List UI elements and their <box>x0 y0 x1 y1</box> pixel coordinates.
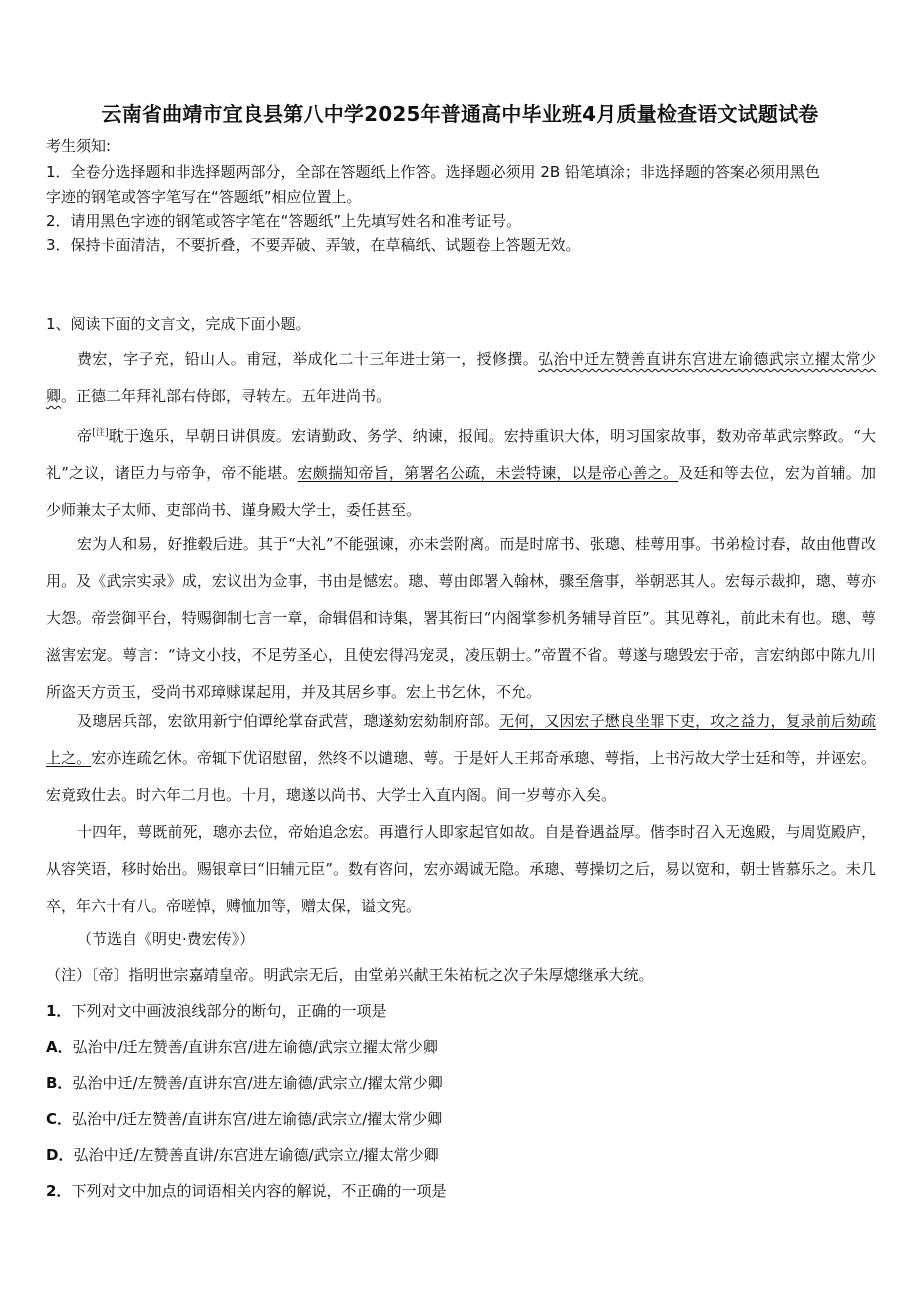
question-2 <box>46 1180 876 1202</box>
option-c[interactable] <box>46 1108 876 1130</box>
option-a-label: A． <box>46 1038 73 1056</box>
notice-item-1-line-1: 1．全卷分选择题和非选择题两部分，全部在答题纸上作答。选择题必须用 2B 铅笔填涂；非选择题的答案必须用黑色 <box>46 163 820 181</box>
option-b-text: 弘治中迁/左赞善/直讲东宫/进左谕德/武宗立/擢太常少卿 <box>72 1074 443 1092</box>
passage-p4-text-a: 及璁居兵部，宏欲用新宁伯谭纶掌奋武营，璁遂劾宏劾制府部。 <box>77 712 500 730</box>
option-d-label: D． <box>46 1146 74 1164</box>
option-b[interactable] <box>46 1072 876 1094</box>
passage-paragraph-2 <box>46 415 876 529</box>
question-1-number: 1． <box>46 1002 72 1020</box>
underlined-sentence-2: 无何，又因宏子懋良坐罪下吏，攻之益力，复录前后劾疏上之。 <box>46 712 876 767</box>
wavy-underlined-passage: 弘治中迁左赞善直讲东宫进左谕德武宗立擢太常少卿 <box>46 350 876 405</box>
passage-paragraph-1 <box>46 341 876 415</box>
option-c-label: C． <box>46 1110 73 1128</box>
option-b-label: B． <box>46 1074 73 1092</box>
annotation-note: （注）〔帝〕指明世宗嘉靖皇帝。明武宗无后，由堂弟兴献王朱祐杬之次子朱厚熜继承大统。 <box>46 966 654 984</box>
passage-p4-text-b: 宏亦连疏乞休。帝辄下优诏慰留，然终不以谴璁、萼。于是奸人王邦奇承璁、萼指，上书污故大学士廷和等，并诬宏。宏竟致仕去。时六年二月也。十月，璁遂以尚书、大学士入直内阁。间一岁萼亦入矣。 <box>46 749 876 804</box>
passage-paragraph-4 <box>46 703 876 814</box>
question-1-stem: 下列对文中画波浪线部分的断句，正确的一项是 <box>71 1002 387 1020</box>
notice-item-2: 2．请用黑色字迹的钢笔或答字笔在“答题纸”上先填写姓名和准考证号。 <box>46 212 522 230</box>
page-title: 云南省曲靖市宜良县第八中学2025年普通高中毕业班4月质量检查语文试题试卷 <box>101 102 819 126</box>
underlined-sentence-1: 宏颇揣知帝旨，第署名公疏，未尝特谏，以是帝心善之。 <box>297 464 679 482</box>
notice-heading: 考生须知: <box>46 137 112 155</box>
question-2-number: 2． <box>46 1182 72 1200</box>
question-1 <box>46 1000 876 1022</box>
option-d[interactable] <box>46 1144 876 1166</box>
passage-p2-text-b: 耽于逸乐，早朝日讲俱废。宏请勤政、务学、纳谏，报闻。宏持重识大体，明习国家故事，数劝帝革武宗弊政。“大礼”之议，诸臣力与帝争，帝不能堪。 <box>46 427 876 482</box>
passage-p2-text-c: 及廷和等去位，宏为首辅。加少师兼太子太师、吏部尚书、谨身殿大学士，委任甚至。 <box>46 464 876 519</box>
notice-item-3: 3．保持卡面清洁，不要折叠，不要弄破、弄皱，在草稿纸、试题卷上答题无效。 <box>46 236 581 254</box>
passage-paragraph-3: 宏为人和易，好推毂后进。其于“大礼”不能强谏，亦未尝附离。而是时席书、张璁、桂萼用事。书弟检讨春，故由他曹改用。及《武宗实录》成，宏议出为佥事，书由是憾宏。璁、萼由郎署入翰林，骤至詹事，举朝恶其人。宏每示裁抑，璁、萼亦大怨。帝尝御平台，特赐御制七言一章，命辑倡和诗集，署其衔曰“内阁掌参机务辅导首臣”。其见尊礼，前此未有也。璁、萼滋害宏宠。萼言：“诗文小技，不足劳圣心，且使宏得冯宠灵，凌压朝士。”帝置不省。萼遂与璁毁宏于帝，言宏纳郎中陈九川所盗天方贡玉，受尚书邓璋赇谋起用，并及其居乡事。宏上书乞休，不允。 <box>46 535 876 701</box>
option-d-text: 弘治中迁/左赞善直讲/东宫进左谕德/武宗立/擢太常少卿 <box>73 1146 439 1164</box>
question-1-intro: 1、阅读下面的文言文，完成下面小题。 <box>46 315 311 333</box>
passage-paragraph-5: 十四年，萼既前死，璁亦去位，帝始追念宏。再遣行人即家起官如故。自是眷遇益厚。偕李时召入无逸殿，与周览殿庐，从容笑语，移时始出。赐银章曰“旧辅元臣”。数有咨问，宏亦竭诚无隐。承璁、萼操切之后，易以宽和，朝士皆慕乐之。未几卒，年六十有八。帝嗟悼，赙恤加等，赠太保，谥文宪。 <box>46 823 876 915</box>
passage-p1-text-a: 费宏，字子充，铅山人。甫冠，举成化二十三年进士第一，授修撰。 <box>77 350 539 368</box>
notice-item-1-line-2: 字迹的钢笔或答字笔写在“答题纸”相应位置上。 <box>46 188 362 206</box>
passage-p2-text-a: 帝 <box>77 427 93 445</box>
option-c-text: 弘治中/迁左赞善/直讲东宫/进左谕德/武宗立/擢太常少卿 <box>72 1110 443 1128</box>
option-a-text: 弘治中/迁左赞善/直讲东宫/进左谕德/武宗立擢太常少卿 <box>72 1038 438 1056</box>
annotation-marker: [注] <box>92 428 109 438</box>
passage-source: （节选自《明史·费宏传》） <box>77 930 255 948</box>
passage-p1-text-b: 。正德二年拜礼部右侍郎，寻转左。五年进尚书。 <box>61 387 392 405</box>
option-a[interactable] <box>46 1036 876 1058</box>
question-2-stem: 下列对文中加点的词语相关内容的解说，不正确的一项是 <box>71 1182 447 1200</box>
